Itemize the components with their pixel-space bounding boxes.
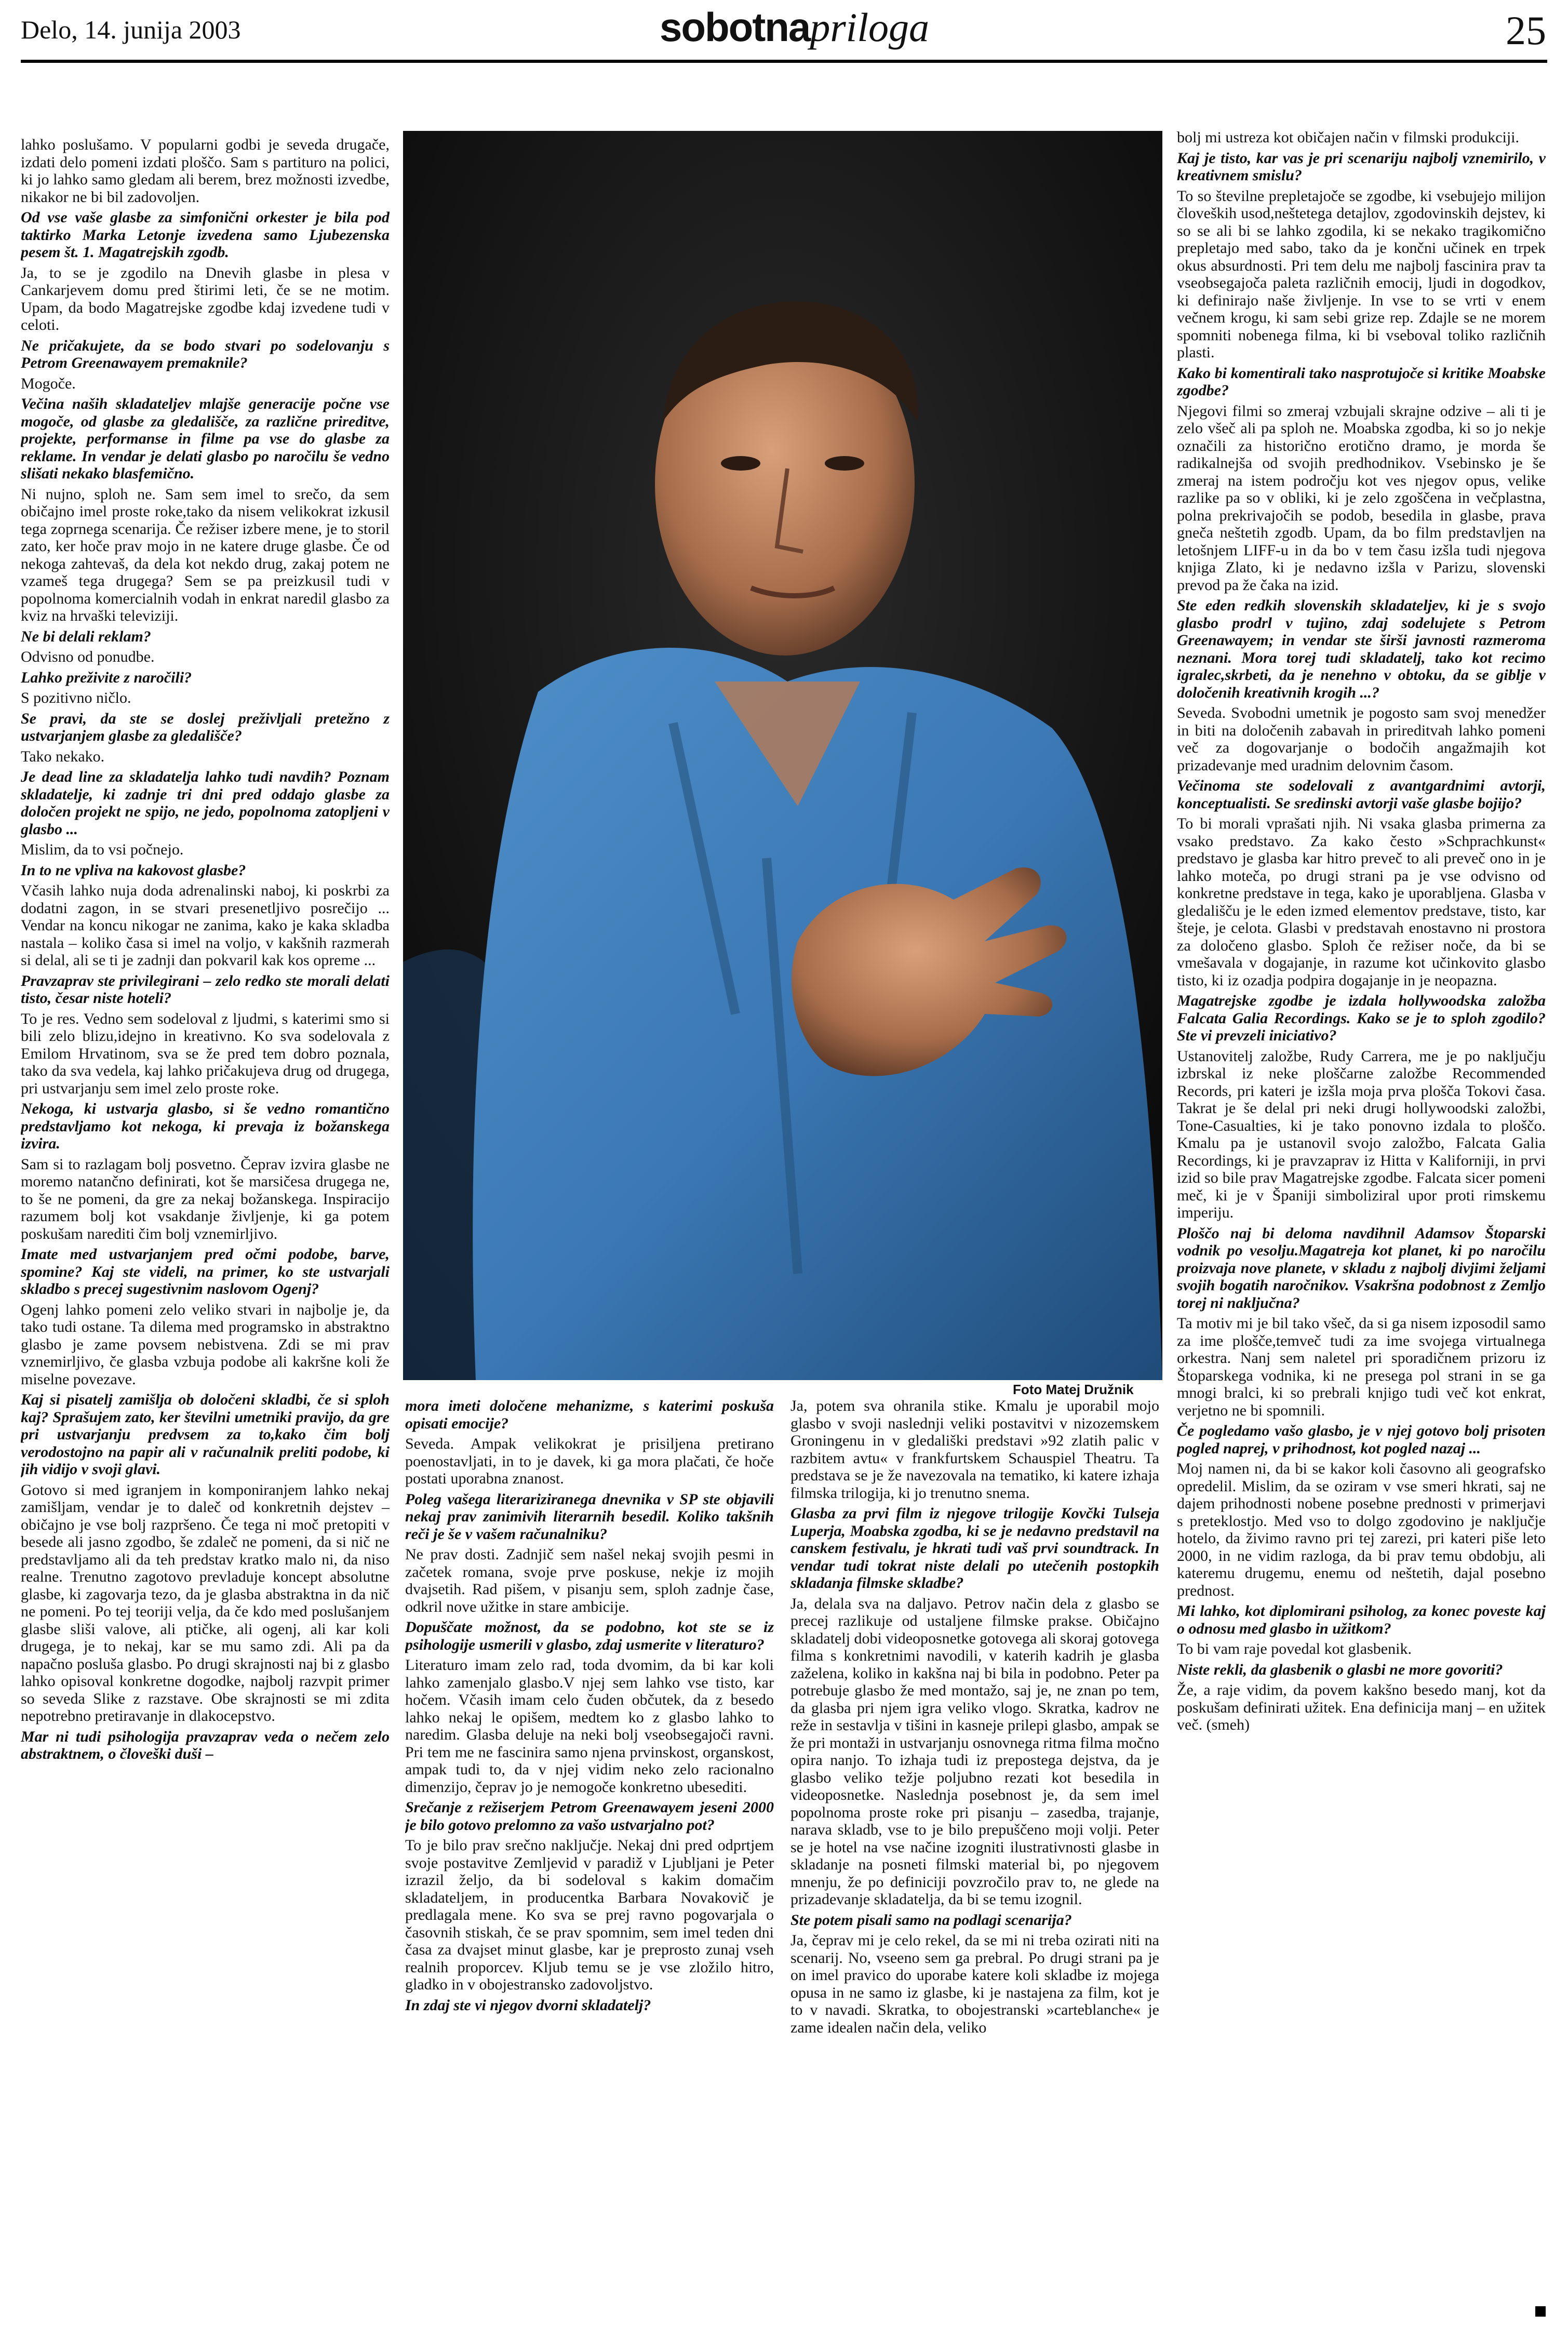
interview-question: Mi lahko, kot diplomirani psiholog, za konec poveste kaj o odnosu med glasbo in užitkom? [1177, 1602, 1546, 1637]
header-rule [21, 60, 1547, 63]
interview-answer: Tako nekako. [21, 747, 105, 765]
page-number: 25 [1506, 8, 1546, 53]
interview-answer: Ta motiv mi je bil tako všeč, da si ga nisem izposodil samo za ime plošče,temveč tudi za ime svojega virtualnega orkestra. Nanj sem naletel pri sporadičnem prizoru iz Štoparskega vodnika, ki ne presega pol strani in se ga mnogi bralci, ki so prebrali knjigo tudi več kot enkrat, verjetno ne bi spomnili. [1177, 1315, 1546, 1419]
interview-answer: To je bilo prav srečno naključje. Nekaj dni pred odprtjem svoje postavitve Zemljevid v paradiž v Ljubljani je Peter izrazil željo, da bi sodeloval s kakim domačim skladateljem, in producentka Barbara Novakovič je predlagala mene. Ko sva se prej ravno pogovarjala o časovnih stiskah, če se prav spomnim, sem imel teden dni časa za dvajset minut glasbe, kar je preprosto zunaj vseh realnih proporcev. Kljub temu se je vse zložilo hitro, gladko in v obojestransko zadovoljstvo. [405, 1837, 774, 1993]
interview-answer: Ja, potem sva ohranila stike. Kmalu je uporabil mojo glasbo v svoji naslednji veliki postavitvi v nizozemskem Groningenu in v gledališki predstavi »92 zlatih palic v razbitem avtu« v frankfurtskem Schauspiel Theatru. Ta predstava se je že navezovala na tematiko, ki katere izhaja filmska trilogija, ki jo trenutno snema. [790, 1397, 1159, 1502]
interview-answer: To so številne prepletajoče se zgodbe, ki vsebujejo milijon človeških usod,neštetega detajlov, zgodovinskih dejstev, ki so se ali bi se lahko zgodila, ki se nekako tragikomično prepletajo med sabo, tako da je končni učinek en trpek okus absurdnosti. Pri tem delu me najbolj fascinira prav ta vseobsegajoča paleta različnih emocij, ljudi in dogodkov, ki definirajo naše življenje. In vse to se vrti v enem večnem krogu, ki sam sebi grize rep. Zdajle se ne morem spomniti nobenega filma, ki bi vseboval toliko različnih plasti. [1177, 187, 1546, 361]
portrait-illustration [403, 131, 1162, 1380]
interview-question: Nekoga, ki ustvarja glasbo, si še vedno romantično predstavljamo kot nekoga, ki prevaja iz božanskega izvira. [21, 1100, 390, 1152]
interview-answer: To je res. Vedno sem sodeloval z ljudmi, s katerimi smo si bili zelo blizu,idejno in kreativno. Ko sva sodelovala z Emilom Hrvatinom, sva se že pred tem dobro poznala, tako da sva vedela, kaj lahko pričakujeva drug od drugega, pri ustvarjanju sem imel zelo proste roke. [21, 1010, 390, 1097]
interview-answer: Seveda. Svobodni umetnik je pogosto sam svoj menedžer in biti na določenih zabavah in prireditvah lahko pomeni več za dogovarjanje o bodočih angažmajih kot prizadevanje med uradnim delovnim časom. [1177, 704, 1546, 774]
interview-answer: Seveda. Ampak velikokrat je prisiljena pretirano poenostavljati, in to je davek, ki ga mora plačati, če hoče postati uporabna znanost. [405, 1435, 774, 1487]
interview-answer: Ja, delala sva na daljavo. Petrov način dela z glasbo se precej razlikuje od ustaljene filmske prakse. Običajno skladatelj dobi videoposnetke gotovega ali skoraj gotovega filma s konkretnimi navodili, v katerih kadrih je glasba zaželena, koliko in kakšna naj bi bila in podobno. Peter pa potrebuje glasbo že med montažo, saj je, ne znan po tem, da glasba pri njem igra veliko vlogo. Skratka, kadrov ne reže in sestavlja v tišini in kasneje prilepi glasbo, ampak se že pri montaži in ustvarjanju osnovnega ritma filma močno opira nanjo. To izhaja tudi iz prepostega dejstva, da je glasbo veliko težje poljubno rezati kot besedila in videoposnetke. Naslednja posebnost je, da sem imel popolnoma proste roke pri pisanju – zasedba, trajanje, narava skladb, vse to je bilo prepuščeno moji volji. Peter se je hotel na vse načine izogniti ilustrativnosti glasbe in skladanje na posneti filmski material bi, po njegovem mnenju, že po definiciji povzročilo prav to, ne glede na prizadevanje skladatelja, da bi se temu izognil. [790, 1595, 1159, 1908]
interview-answer: Literaturo imam zelo rad, toda dvomim, da bi kar koli lahko zamenjalo glasbo.V njej sem lahko vse tisto, kar hočem. Včasih imam celo čuden občutek, da z besedo lahko nekaj le opišem, medtem ko z glasbo lahko to naredim. Glasba deluje na neki bolj vseobsegajoči ravni. Pri tem me ne fascinira samo njena prvinskost, organskost, ampak tudi to, da v njej vidim neko zelo racionalno dimenzijo, čeprav jo je nemogoče konkretno ubesediti. [405, 1656, 774, 1796]
interview-question: Glasba za prvi film iz njegove trilogije Kovčki Tulseja Luperja, Moabska zgodba, ki se je nedavno predstavil na canskem festivalu, je hkrati tudi vaš prvi soundtrack. In vendar tudi tokrat niste delali po utečenih postopkih skladanja filmske skladbe? [790, 1505, 1159, 1592]
interview-question: Je dead line za skladatelja lahko tudi navdih? Poznam skladatelje, ki zadnje tri dni pred oddajo glasbe za določen projekt ne spijo, ne jedo, popolnoma zatopljeni v glasbo ... [21, 768, 390, 838]
interview-question: In zdaj ste vi njegov dvorni skladatelj? [405, 1996, 651, 2014]
interview-answer: Sam si to razlagam bolj posvetno. Čeprav izvira glasbe ne moremo natančno definirati, kot še marsičesa drugega ne, to še ne pomeni, da gre za nekaj božanskega. Inspiracijo razumem bolj kot vsakdanje življenje, ki ga potem poskušam narediti čim bolj vznemirljivo. [21, 1155, 390, 1242]
interview-question: Ploščo naj bi deloma navdihnil Adamsov Štoparski vodnik po vesolju.Magatreja kot planet, ki po naročilu proizvaja nove planete, v skladu z najbolj divjimi željami svojih bogatih naročnikov. Vsakršna podobnost z Zemljo torej ni naključna? [1177, 1224, 1546, 1312]
interview-question: Se pravi, da ste se doslej preživljali pretežno z ustvarjanjem glasbe za gledališče? [21, 710, 390, 744]
article-end-mark [1535, 2306, 1546, 2317]
issue-date: Delo, 14. junija 2003 [21, 15, 241, 44]
interview-answer: Ni nujno, sploh ne. Sam sem imel to srečo, da sem običajno imel proste roke,tako da nisem velikokrat izkusil tega zoprnega scenarija. Če režiser izbere mene, je to storil zato, ker hoče prav mojo in ne katere druge glasbe. Če od nekoga zahtevaš, da dela kot nekdo drug, zakaj potem ne vzameš tega drugega? Sem se pa preizkusil tudi v popolnoma komercialnih vodah in enkrat naredil glasbo za kviz na hrvaški televiziji. [21, 485, 390, 624]
interview-question: Ne bi delali reklam? [21, 627, 151, 645]
interview-question: Poleg vašega literariziranega dnevnika v SP ste objavili nekaj prav zanimivih literarnih besedil. Koliko takšnih reči je še v vašem računalniku? [405, 1490, 774, 1543]
interview-answer: Odvisno od ponudbe. [21, 648, 155, 665]
interview-question: Večina naših skladateljev mlajše generacije počne vse mogoče, od glasbe za gledališče, za različne prireditve, projekte, performanse in filme pa vse do glasbe za reklame. In vendar je delati glasbo po naročilu še vedno slišati nekako blasfemično. [21, 395, 390, 482]
supplement-logo [660, 1, 929, 54]
interview-question: Ste potem pisali samo na podlagi scenarija? [790, 1911, 1072, 1929]
logo-bold-part: sobotna [660, 4, 810, 50]
interview-question: Magatrejske zgodbe je izdala hollywoodska založba Falcata Galia Recordings. Kako se je to sploh zgodilo? Ste vi prevzeli iniciativo? [1177, 992, 1546, 1044]
portrait-photo [403, 131, 1162, 1380]
interview-question: Večinoma ste sodelovali z avantgardnimi avtorji, konceptualisti. Se sredinski avtorji vaše glasbe bojijo? [1177, 777, 1546, 812]
interview-question: Če pogledamo vašo glasbo, je v njej gotovo bolj prisoten pogled naprej, v prihodnost, kot pogled nazaj ... [1177, 1422, 1546, 1457]
interview-question: Pravzaprav ste privilegirani – zelo redko ste morali delati tisto, česar niste hoteli? [21, 972, 390, 1007]
interview-answer: lahko poslušamo. V popularni godbi je seveda drugače, izdati delo pomeni izdati ploščo. Sam s partituro na polici, ki jo lahko samo gledam ali berem, brez možnosti izvedbe, nikakor ne bi bil zadovoljen. [21, 136, 390, 206]
interview-question: Srečanje z režiserjem Petrom Greenawayem jeseni 2000 je bilo gotovo prelomno za vašo ustvarjalno pot? [405, 1799, 774, 1834]
text-column-2 [405, 1397, 774, 2306]
interview-question: Kaj si pisatelj zamišlja ob določeni skladbi, če si sploh kaj? Sprašujem zato, ker številni umetniki pravijo, da gre pri ustvarjanju predvsem za to,kako čim bolj verodostojno na papir ali v računalnik preliti podobe, ki jih vidijo v svoji glavi. [21, 1391, 390, 1478]
interview-question: Dopuščate možnost, da se podobno, kot ste se iz psihologije usmerili v glasbo, zdaj usmerite v literaturo? [405, 1619, 774, 1653]
interview-answer: Ja, to se je zgodilo na Dnevih glasbe in plesa v Cankarjevem domu pred štirimi leti, če se ne motim. Upam, da bodo Magatrejske zgodbe kdaj izvedene tudi v celoti. [21, 264, 390, 333]
text-column-3 [790, 1397, 1159, 2306]
interview-answer: Moj namen ni, da bi se kakor koli časovno ali geografsko opredelil. Mislim, da se oziram v vse smeri hkrati, saj ne dajem prihodnosti nobene posebne prednosti v primerjavi s preteklostjo. Med vso to dolgo zgodovino je naključje hotelo, da živimo ravno pri tej zarezi, pri kateri piše leto 2000, in ne vidim razloga, da bi prav temu obdobju, ali kateremu drugemu, enemu od neštetih, dajal posebno prednost. [1177, 1460, 1546, 1599]
interview-answer: To bi vam raje povedal kot glasbenik. [1177, 1640, 1412, 1657]
interview-answer: Ne prav dosti. Zadnjič sem našel nekaj svojih pesmi in začetek romana, svoje prve poskuse, nekje iz mojih dvajsetih. Rad pišem, v pisanju sem, sploh zadnje čase, odkril nove užitke in stare ambicije. [405, 1546, 774, 1615]
interview-question: Imate med ustvarjanjem pred očmi podobe, barve, spomine? Kaj ste videli, na primer, ko ste ustvarjali skladbo s precej sugestivnim naslovom Ogenj? [21, 1246, 390, 1298]
interview-question: Niste rekli, da glasbenik o glasbi ne more govoriti? [1177, 1661, 1503, 1678]
interview-question: Kaj je tisto, kar vas je pri scenariju najbolj vznemirilo, v kreativnem smislu? [1177, 149, 1546, 184]
interview-question: Kako bi komentirali tako nasprotujoče si kritike Moabske zgodbe? [1177, 364, 1546, 399]
interview-answer: Ustanovitelj založbe, Rudy Carrera, me je po naključju izbrskal iz neke ploščarne založbe Recommended Records, pri kateri je izšla moja prva plošča Tokovi časa. Takrat je še delal pri neki drugi hollywoodski založbi, Tone-Casualties, ki je tako ponovno izdala to ploščo. Kmalu pa je ustanovil svojo založbo, Falcata Galia Recordings, ki je pravzaprav iz Hitta v Kaliforniji, in prvi izid so bile prav Magatrejske zgodbe. Falcata sicer pomeni meč, ki je v Španiji simboliziral upor proti rimskemu imperiju. [1177, 1047, 1546, 1221]
interview-answer: Gotovo si med igranjem in komponiranjem lahko nekaj zamišljam, vendar je to daleč od konkretnih dejstev – običajno je vse bolj razpršeno. Če tega ni moč pretopiti v besede ali jasno zgodbo, še zdaleč ne pomeni, da si nič ne predstavljamo ali da teh predstav kratko malo ni, da niso realne. Trenutno zagotovo prevladuje koncept absolutne glasbe, ki zagovarja tezo, da je glasba abstraktna in da nič ne pomeni. Po tej teoriji velja, da če kdo med poslušanjem glasbe sliši valove, ali ptičke, ali ogenj, ali kar koli drugega, je to nekaj, kar se mu samo zdi. Ali pa da napačno posluša glasbo. Po drugi skrajnosti naj bi z glasbo lahko opisoval konkretne dogodke, najbolj razvpit primer so seveda Slike z razstave. Obe skrajnosti se mi zdita nepotrebno pretiravanje in dlakocepstvo. [21, 1481, 390, 1724]
interview-question: In to ne vpliva na kakovost glasbe? [21, 861, 246, 879]
interview-answer: Včasih lahko nuja doda adrenalinski naboj, ki poskrbi za dodatni zagon, in se stvari presenetljivo posrečijo ... Vendar na koncu nikogar ne zanima, kako je kaka skladba nastala – koliko časa si imel na voljo, v kakšnih razmerah si delal, ali se ti je zadnji dan pokvaril kak kos opreme ... [21, 882, 390, 969]
interview-answer: Njegovi filmi so zmeraj vzbujali skrajne odzive – ali ti je zelo všeč ali pa sploh ne. Moabska zgodba, ki so jo nekje označili za historično erotično dramo, je morda še radikalnejša od svojih predhodnikov. Vsebinsko je še zmeraj na istem področju kot ves njegov opus, velike razlike pa so v obliki, ki je zelo zgoščena in večplastna, polna prekrivajočih se podob, besedila in glasbe, prava gneča neštetih zgodb. Upam, da bo film predstavljen na letošnjem LIFF-u in da bo v tem času izšla tudi njegova knjiga Zlato, ki je nedavno izšla v Parizu, slovenski prevod pa že čaka na izid. [1177, 402, 1546, 594]
interview-question: mora imeti določene mehanizme, s katerimi poskuša opisati emocije? [405, 1397, 774, 1432]
interview-question: Ste eden redkih slovenskih skladateljev, ki je s svojo glasbo prodrl v tujino, zdaj sodelujete s Petrom Greenawayem; in vendar ste širši javnosti razmeroma neznani. Mora torej tudi skladatelj, tako kot recimo igralec,skrbeti, da je nenehno v obtoku, da se giblje v določenih kreativnih krogih ...? [1177, 597, 1546, 701]
logo-italic-part: priloga [810, 5, 930, 50]
interview-answer: Mislim, da to vsi počnejo. [21, 841, 184, 858]
text-column-4 [1177, 129, 1546, 2305]
interview-answer: Mogoče. [21, 375, 76, 392]
photo-credit: Foto Matej Družnik [1013, 1382, 1134, 1397]
interview-question: Lahko preživite z naročili? [21, 668, 192, 686]
interview-answer: bolj mi ustreza kot običajen način v filmski produkciji. [1177, 129, 1520, 146]
interview-question: Od vse vaše glasbe za simfonični orkester je bila pod taktirko Marka Letonje izvedena samo Ljubezenska pesem št. 1. Magatrejskih zgodb. [21, 209, 390, 261]
interview-answer: S pozitivno ničlo. [21, 689, 131, 706]
interview-answer: Ogenj lahko pomeni zelo veliko stvari in najbolje je, da tako tudi ostane. Ta dilema med programsko in abstraktno glasbo je zame povsem nebistvena. Zdi se mi prav vznemirljivo, če glasba vzbuja podobe ali kakršne koli že miselne povezave. [21, 1301, 390, 1388]
interview-answer: Ja, čeprav mi je celo rekel, da se mi ni treba ozirati niti na scenarij. No, vseeno sem ga prebral. Po drugi strani pa je on imel pravico do uporabe katere koli skladbe iz mojega opusa in ne samo iz glasbe, ki je nastajena za film, kot je to v navadi. Skratka, to obojestranski »carteblanche« je zame idealen način dela, veliko [790, 1932, 1159, 2036]
interview-answer: To bi morali vprašati njih. Ni vsaka glasba primerna za vsako predstavo. Za kako često »Schprachkunst« predstavo je glasba kar hitro preveč to ali preveč ono in je lahko moteča, po drugi strani pa je vse odvisno od konkretne predstave in tega, kako je uporabljena. Glasba v gledališču je le eden izmed elementov predstave, tisto, kar šteje, je celota. Glasbi v predstavah enostavno ni prostora za določeno glasbo. Sploh če režiser noče, da bi se vmešavala v dogajanje, in razume kot učinkovito glasbo tisto, ki iz ozadja podpira dogajanje in je neopazna. [1177, 815, 1546, 989]
text-column-1 [21, 136, 390, 2302]
interview-question: Ne pričakujete, da se bodo stvari po sodelovanju s Petrom Greenawayem premaknile? [21, 337, 390, 371]
interview-question: Mar ni tudi psihologija pravzaprav veda o nečem zelo abstraktnem, o človeški duši – [21, 1728, 390, 1762]
interview-answer: Že, a raje vidim, da povem kakšno besedo manj, kot da poskušam definirati užitek. Ena definicija manj – en užitek več. (smeh) [1177, 1681, 1546, 1733]
